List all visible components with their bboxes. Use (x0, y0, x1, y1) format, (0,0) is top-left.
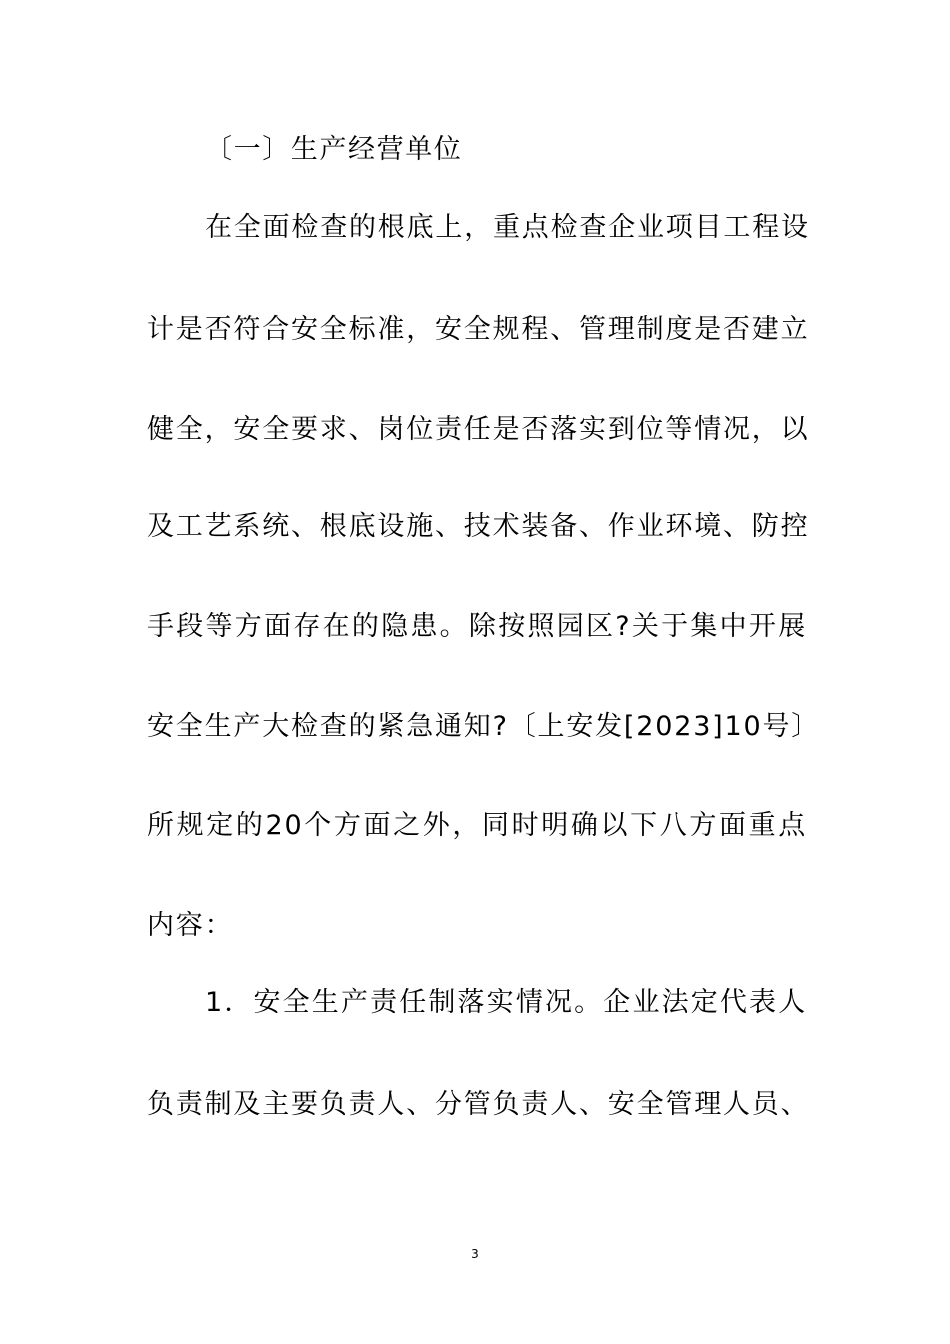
section-heading: 〔一〕生产经营单位 (205, 134, 463, 165)
list-item-line: 1．安全生产责任制落实情况。企业法定代表人 (205, 987, 807, 1018)
paragraph-line: 内容： (147, 910, 234, 941)
paragraph-line: 安全生产大检查的紧急通知?〔上安发[2023]10号〕 (147, 711, 821, 742)
paragraph-line: 手段等方面存在的隐患。除按照园区?关于集中开展 (147, 611, 807, 642)
list-item-line: 负责制及主要负责人、分管负责人、安全管理人员、 (147, 1089, 810, 1120)
paragraph-line: 在全面检查的根底上，重点检查企业项目工程设 (205, 212, 810, 243)
paragraph-line: 计是否符合安全标准，安全规程、管理制度是否建立 (147, 314, 810, 345)
paragraph-line: 所规定的20个方面之外，同时明确以下八方面重点 (147, 810, 807, 841)
paragraph-line: 健全，安全要求、岗位责任是否落实到位等情况，以 (147, 414, 810, 445)
page-number: 3 (471, 1247, 479, 1261)
paragraph-line: 及工艺系统、根底设施、技术装备、作业环境、防控 (147, 511, 810, 542)
